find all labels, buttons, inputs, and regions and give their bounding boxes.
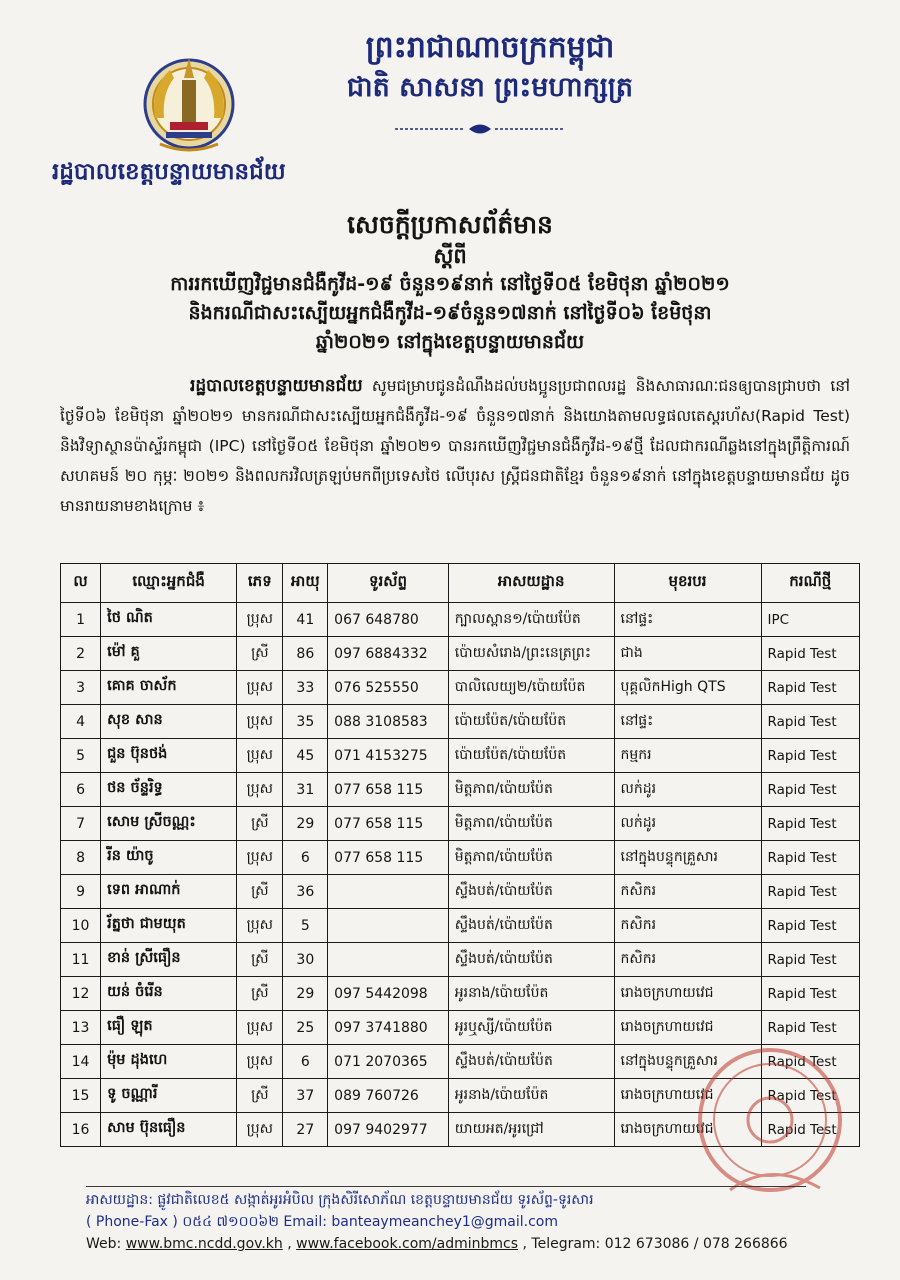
column-header-case-type: ករណីថ្មី xyxy=(761,564,859,603)
cell-age: 29 xyxy=(283,807,328,841)
cell-phone xyxy=(328,909,449,943)
royal-coat-of-arms-icon xyxy=(140,48,238,160)
cell-patient-name: សោម ស្រីចណ្ណះ xyxy=(101,807,237,841)
table-row xyxy=(61,943,860,977)
cell-address: អូរនាង/ប៉ោយប៉ែត xyxy=(448,977,614,1011)
column-header-occupation: មុខរបរ xyxy=(614,564,761,603)
cell-occupation: នៅក្នុងបន្ទុកគ្រួសារ xyxy=(614,1045,761,1079)
table-header-row xyxy=(61,564,860,603)
cell-patient-name: ខាន់ ស្រីធឿន xyxy=(101,943,237,977)
body-paragraph: សូមជម្រាបជូនដំណឹងដល់បងប្អូនប្រជាពលរដ្ឋ និងសាធារណៈជនឲ្យបានជ្រាបថា នៅថ្ងៃទី០៦ ខែមិថុនា ឆ្នាំ២០២១ មានករណីជាសះស្បើយអ្នកជំងឺកូវីដ-១៩ ចំនួន១៧នាក់ និងយោងតាមលទ្ធផលតេស្តរហ័ស(Rapid Test) និងវិទ្យាស្ថានប៉ាស្ទ័រកម្ពុជា (IPC) នៅថ្ងៃទី០៥ ខែមិថុនា ឆ្នាំ២០២១ បានរកឃើញវិជ្ជមានជំងឺកូវីដ-១៩ថ្មី ដែលជាករណីឆ្លងនៅក្នុងព្រឹត្តិការណ៍សហគមន៍ ២០ កុម្ភៈ ២០២១ និងពលករវិលត្រឡប់មកពីប្រទេសថៃ លើបុរស ស្ត្រីជនជាតិខ្មែរ ចំនួន១៩នាក់ នៅក្នុងខេត្តបន្ទាយមានជ័យ ដូចមានរាយនាមខាងក្រោម ៖ xyxy=(60,377,850,515)
cell-sex: ប្រុស xyxy=(237,705,283,739)
footer-rule xyxy=(86,1186,806,1187)
cell-occupation: កសិករ xyxy=(614,875,761,909)
cell-case-type: Rapid Test xyxy=(761,1045,859,1079)
cell-no: 16 xyxy=(61,1113,101,1147)
column-header-address: អាសយដ្ឋាន xyxy=(448,564,614,603)
table-row xyxy=(61,909,860,943)
announcement-subject-line-2: និងករណីជាសះស្បើយអ្នកជំងឺកូវីដ-១៩ចំនួន១៧នាក់ នៅថ្ងៃទី០៦ ខែមិថុនា xyxy=(188,302,712,324)
cell-patient-name: ម៉ុម ដុងហេ xyxy=(101,1045,237,1079)
column-header-sex: ភេទ xyxy=(237,564,283,603)
cell-sex: ប្រុស xyxy=(237,739,283,773)
cell-patient-name: ម៉ៅ គួ xyxy=(101,637,237,671)
cell-occupation: រោងចក្រហាយវេជ xyxy=(614,1079,761,1113)
cell-patient-name: រ័ត្នថា ជាមយុត xyxy=(101,909,237,943)
cell-sex: ប្រុស xyxy=(237,1045,283,1079)
cell-address: មិត្តភាព/ប៉ោយប៉ែត xyxy=(448,807,614,841)
column-header-phone: ទូរស័ព្ទ xyxy=(328,564,449,603)
cell-sex: ស្រី xyxy=(237,637,283,671)
cell-address: មិត្តភាព/ប៉ោយប៉ែត xyxy=(448,841,614,875)
cell-occupation: នៅផ្ទះ xyxy=(614,603,761,637)
table-row xyxy=(61,1113,860,1147)
footer-telegram: Telegram: 012 673086 / 078 266866 xyxy=(531,1236,788,1252)
cases-table xyxy=(60,563,860,1147)
cell-address: ស្ទឹងបត់/ប៉ោយប៉ែត xyxy=(448,943,614,977)
cell-phone: 097 5442098 xyxy=(328,977,449,1011)
table-row xyxy=(61,841,860,875)
cell-patient-name: ថៃ ណិត xyxy=(101,603,237,637)
cell-no: 2 xyxy=(61,637,101,671)
cell-age: 37 xyxy=(283,1079,328,1113)
cell-no: 12 xyxy=(61,977,101,1011)
cell-case-type: Rapid Test xyxy=(761,637,859,671)
cell-sex: ស្រី xyxy=(237,1079,283,1113)
cell-address: ក្បាលស្ពាន១/ប៉ោយប៉ែត xyxy=(448,603,614,637)
cell-sex: ស្រី xyxy=(237,977,283,1011)
cell-phone: 097 3741880 xyxy=(328,1011,449,1045)
cell-phone: 097 6884332 xyxy=(328,637,449,671)
issuing-administration: រដ្ឋបាលខេត្តបន្ទាយមានជ័យ xyxy=(52,158,286,185)
cell-address: ប៉ោយសំរោង/ព្រះនេត្រព្រះ xyxy=(448,637,614,671)
cell-phone: 077 658 115 xyxy=(328,841,449,875)
cell-sex: ប្រុស xyxy=(237,671,283,705)
cell-phone: 076 525550 xyxy=(328,671,449,705)
cell-case-type: Rapid Test xyxy=(761,1113,859,1147)
cell-address: ស្ទឹងបត់/ប៉ោយប៉ែត xyxy=(448,909,614,943)
cell-phone: 088 3108583 xyxy=(328,705,449,739)
footer-address: អាសយដ្ឋាន: ផ្លូវជាតិលេខ៥ សង្កាត់អូរអំបិល ក្រុងសិរីសោភ័ណ ខេត្តបន្ទាយមានជ័យ ទូរស័ព្ទ-ទូរសារ xyxy=(86,1192,594,1208)
cell-no: 13 xyxy=(61,1011,101,1045)
cell-no: 6 xyxy=(61,773,101,807)
footer-website-link[interactable]: www.bmc.ncdd.gov.kh xyxy=(125,1236,283,1252)
table-row xyxy=(61,1079,860,1113)
cell-patient-name: រីន យ៉ាចូ xyxy=(101,841,237,875)
announcement-subject-label: ស្តីពី xyxy=(433,244,467,268)
cell-address: ស្ទឹងបត់/ប៉ោយប៉ែត xyxy=(448,1045,614,1079)
cell-age: 35 xyxy=(283,705,328,739)
cell-no: 14 xyxy=(61,1045,101,1079)
cell-no: 5 xyxy=(61,739,101,773)
cell-occupation: ជាង xyxy=(614,637,761,671)
cell-occupation: រោងចក្រហាយវេជ xyxy=(614,1113,761,1147)
table-row xyxy=(61,603,860,637)
ornament-divider xyxy=(395,122,565,136)
kingdom-header xyxy=(300,28,680,108)
cell-address: អូរឬស្សី/ប៉ោយប៉ែត xyxy=(448,1011,614,1045)
national-motto: ជាតិ សាសនា ព្រះមហាក្សត្រ xyxy=(346,72,634,103)
cell-sex: ស្រី xyxy=(237,807,283,841)
table-row xyxy=(61,977,860,1011)
cell-phone: 071 2070365 xyxy=(328,1045,449,1079)
table-row xyxy=(61,773,860,807)
column-header-age: អាយុ xyxy=(283,564,328,603)
announcement-subject-line-3: ឆ្នាំ២០២១ នៅក្នុងខេត្តបន្ទាយមានជ័យ xyxy=(315,331,585,353)
cell-occupation: កសិករ xyxy=(614,909,761,943)
table-row xyxy=(61,875,860,909)
cell-case-type: Rapid Test xyxy=(761,739,859,773)
cell-case-type: Rapid Test xyxy=(761,1079,859,1113)
cell-occupation: កសិករ xyxy=(614,943,761,977)
cell-age: 86 xyxy=(283,637,328,671)
cell-phone: 071 4153275 xyxy=(328,739,449,773)
cell-sex: ប្រុស xyxy=(237,909,283,943)
cell-address: ប៉ោយប៉ែត/ប៉ោយប៉ែត xyxy=(448,739,614,773)
cell-age: 6 xyxy=(283,841,328,875)
cell-phone xyxy=(328,875,449,909)
cell-patient-name: ធឿ ឡុត xyxy=(101,1011,237,1045)
cell-no: 9 xyxy=(61,875,101,909)
cell-patient-name: ថន ច័ន្ទរិទ្ធ xyxy=(101,773,237,807)
cell-patient-name: សុខ សាន xyxy=(101,705,237,739)
footer xyxy=(86,1186,876,1255)
kingdom-title: ព្រះរាជាណាចក្រកម្ពុជា xyxy=(365,30,615,65)
cell-no: 1 xyxy=(61,603,101,637)
column-header-name: ឈ្មោះអ្នកជំងឺ xyxy=(101,564,237,603)
cell-case-type: Rapid Test xyxy=(761,1011,859,1045)
cell-no: 10 xyxy=(61,909,101,943)
cell-address: ប៉ោយប៉ែត/ប៉ោយប៉ែត xyxy=(448,705,614,739)
cell-address: មិត្តភាព/ប៉ោយប៉ែត xyxy=(448,773,614,807)
cell-occupation: រោងចក្រហាយវេជ xyxy=(614,977,761,1011)
table-row xyxy=(61,807,860,841)
column-header-no: ល xyxy=(61,564,101,603)
cell-sex: ស្រី xyxy=(237,875,283,909)
cell-no: 15 xyxy=(61,1079,101,1113)
cell-sex: ប្រុស xyxy=(237,841,283,875)
announcement-subject-line-1: ការរកឃើញវិជ្ជមានជំងឺកូវីដ-១៩ ចំនួន១៩នាក់ នៅថ្ងៃទី០៥ ខែមិថុនា ឆ្នាំ២០២១ xyxy=(170,273,730,295)
cell-age: 45 xyxy=(283,739,328,773)
cell-sex: ប្រុស xyxy=(237,1011,283,1045)
cell-case-type: Rapid Test xyxy=(761,909,859,943)
cell-address: ស្ទឹងបត់/ប៉ោយប៉ែត xyxy=(448,875,614,909)
footer-web-label: Web: xyxy=(86,1236,126,1252)
cell-phone: 097 9402977 xyxy=(328,1113,449,1147)
cell-no: 3 xyxy=(61,671,101,705)
cell-phone: 077 658 115 xyxy=(328,807,449,841)
table-row xyxy=(61,1045,860,1079)
cell-case-type: IPC xyxy=(761,603,859,637)
cell-age: 33 xyxy=(283,671,328,705)
cell-address: អូរនាង/ប៉ោយប៉ែត xyxy=(448,1079,614,1113)
cell-case-type: Rapid Test xyxy=(761,841,859,875)
cell-no: 11 xyxy=(61,943,101,977)
cell-sex: ប្រុស xyxy=(237,603,283,637)
announcement-body xyxy=(60,371,850,521)
table-row xyxy=(61,637,860,671)
table-row xyxy=(61,705,860,739)
cell-case-type: Rapid Test xyxy=(761,977,859,1011)
cell-age: 31 xyxy=(283,773,328,807)
footer-facebook-link[interactable]: www.facebook.com/adminbmcs xyxy=(296,1236,519,1252)
cell-phone: 089 760726 xyxy=(328,1079,449,1113)
cell-no: 7 xyxy=(61,807,101,841)
cell-age: 41 xyxy=(283,603,328,637)
cell-occupation: បុគ្គលិកHigh QTS xyxy=(614,671,761,705)
cell-phone xyxy=(328,943,449,977)
cell-case-type: Rapid Test xyxy=(761,943,859,977)
cell-age: 5 xyxy=(283,909,328,943)
cell-address: បាលិលេយ្យ២/ប៉ោយប៉ែត xyxy=(448,671,614,705)
table-row xyxy=(61,1011,860,1045)
footer-links: Web: www.bmc.ncdd.gov.kh , www.facebook.com/adminbmcs , Telegram: 012 673086 / 078 266866 xyxy=(86,1236,788,1252)
cell-case-type: Rapid Test xyxy=(761,773,859,807)
cell-age: 36 xyxy=(283,875,328,909)
cell-patient-name: ទេព អាណាក់ xyxy=(101,875,237,909)
cell-patient-name: ទូ ចណ្ណារី xyxy=(101,1079,237,1113)
cell-sex: ប្រុស xyxy=(237,773,283,807)
cell-age: 6 xyxy=(283,1045,328,1079)
table-row xyxy=(61,671,860,705)
announcement-title-block xyxy=(80,208,820,357)
cell-age: 27 xyxy=(283,1113,328,1147)
cell-sex: ប្រុស xyxy=(237,1113,283,1147)
cell-occupation: លក់ដូរ xyxy=(614,807,761,841)
cell-case-type: Rapid Test xyxy=(761,705,859,739)
cell-case-type: Rapid Test xyxy=(761,875,859,909)
cell-age: 25 xyxy=(283,1011,328,1045)
footer-phone-email: ( Phone-Fax ) ០៥៤ ៧១០០៦២ Email: banteaymeanchey1@gmail.com xyxy=(86,1214,559,1230)
cell-case-type: Rapid Test xyxy=(761,807,859,841)
cell-patient-name: សាម ប៊ុនធឿន xyxy=(101,1113,237,1147)
cell-occupation: លក់ដូរ xyxy=(614,773,761,807)
cell-age: 30 xyxy=(283,943,328,977)
table-row xyxy=(61,739,860,773)
cell-occupation: នៅក្នុងបន្ទុកគ្រួសារ xyxy=(614,841,761,875)
cell-address: យាយអត/អូរជ្រៅ xyxy=(448,1113,614,1147)
cell-occupation: នៅផ្ទះ xyxy=(614,705,761,739)
cell-patient-name: ជួន ប៊ុនថង់ xyxy=(101,739,237,773)
cell-no: 4 xyxy=(61,705,101,739)
cell-age: 29 xyxy=(283,977,328,1011)
announcement-title: សេចក្តីប្រកាសព័ត៌មាន xyxy=(347,210,553,239)
cell-patient-name: គោគ ចាស័ក xyxy=(101,671,237,705)
cell-phone: 077 658 115 xyxy=(328,773,449,807)
cell-patient-name: យន់ ចំរើន xyxy=(101,977,237,1011)
cell-no: 8 xyxy=(61,841,101,875)
body-lead: រដ្ឋបាលខេត្តបន្ទាយមានជ័យ xyxy=(190,376,363,396)
cell-phone: 067 648780 xyxy=(328,603,449,637)
cell-sex: ស្រី xyxy=(237,943,283,977)
cell-occupation: កម្មករ xyxy=(614,739,761,773)
cell-case-type: Rapid Test xyxy=(761,671,859,705)
cell-occupation: រោងចក្រហាយវេជ xyxy=(614,1011,761,1045)
